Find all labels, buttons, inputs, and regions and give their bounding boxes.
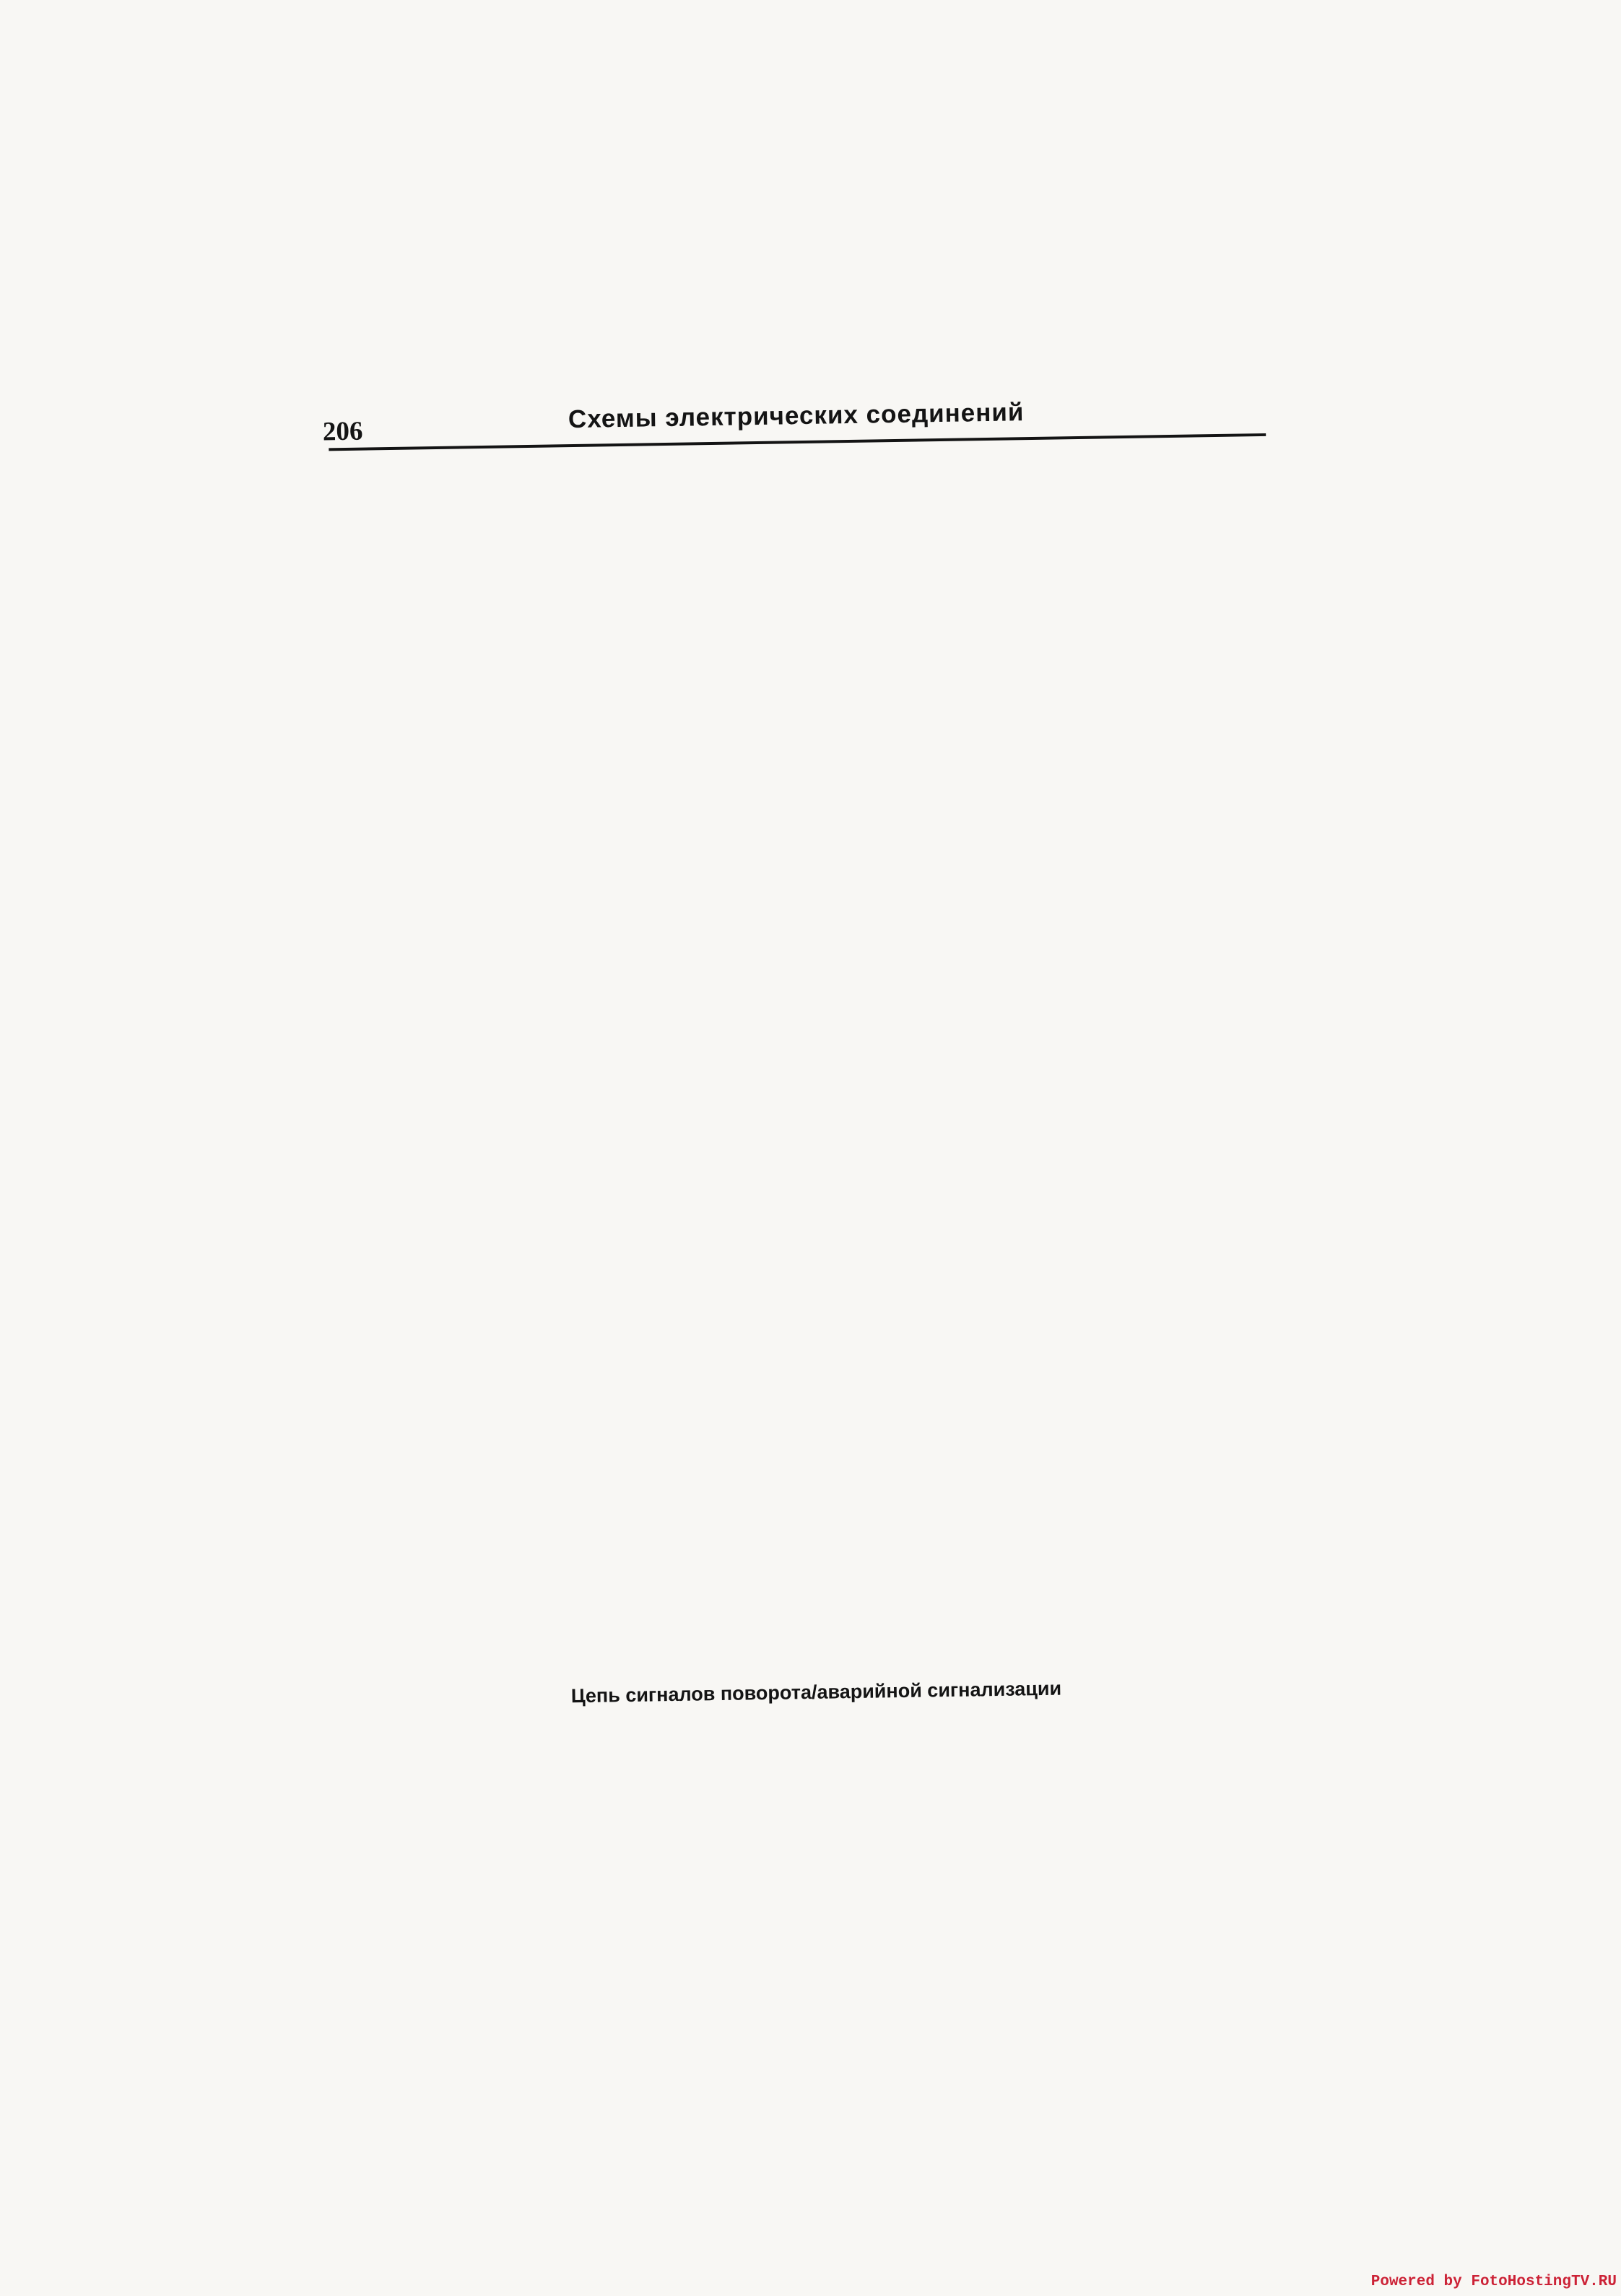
watermark: Powered by FotoHostingTV.RU: [1370, 2274, 1617, 2290]
page-number: 206: [322, 416, 363, 447]
page-header-title: Схемы электрических соединений: [568, 398, 1025, 434]
diagram-caption: Цепь сигналов поворота/аварийной сигнализации: [570, 1677, 1062, 1707]
